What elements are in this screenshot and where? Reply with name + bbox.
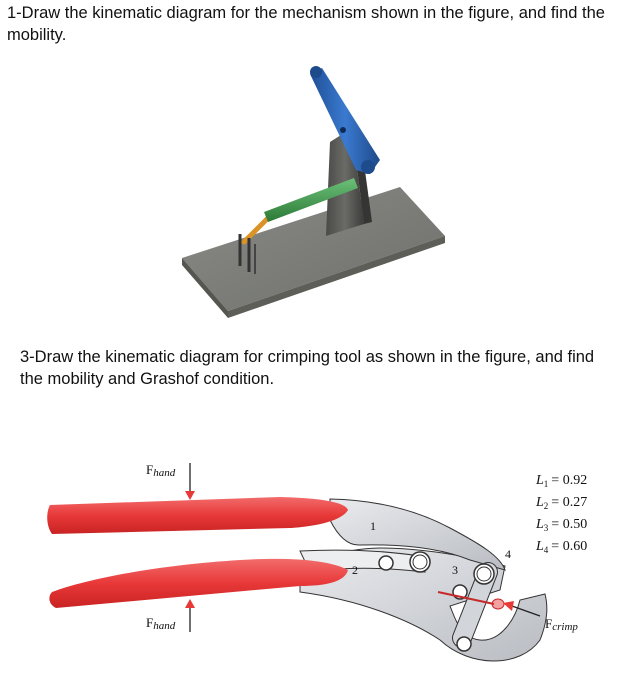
- link-label-1: 1: [370, 519, 376, 533]
- force-arrow-top: [185, 463, 195, 500]
- question-1-text: 1-Draw the kinematic diagram for the mechanism shown in the figure, and find the mobility.: [7, 4, 605, 44]
- force-crimp-label: Fcrimp: [545, 616, 578, 633]
- question-3-text: 3-Draw the kinematic diagram for crimping tool as shown in the figure, and find the mobility and Grashof condition.: [20, 348, 595, 388]
- length-l2: $L_2 = 0.27$: [536, 495, 588, 511]
- lower-handle: [49, 559, 348, 608]
- force-top-label: Fhand: [146, 462, 176, 479]
- link-label-2: 2: [352, 563, 358, 577]
- upper-handle: [47, 497, 348, 534]
- length-l3: $L_3 = 0.50$: [536, 517, 588, 533]
- link-label-4: 4: [505, 547, 511, 561]
- force-arrow-bottom: [185, 599, 195, 632]
- length-l4: $L_4 = 0.60$: [536, 539, 588, 555]
- force-bottom-label: Fhand: [146, 615, 176, 632]
- length-l1: $L_1 = 0.92$: [536, 473, 588, 489]
- link-label-3: 3: [452, 563, 458, 577]
